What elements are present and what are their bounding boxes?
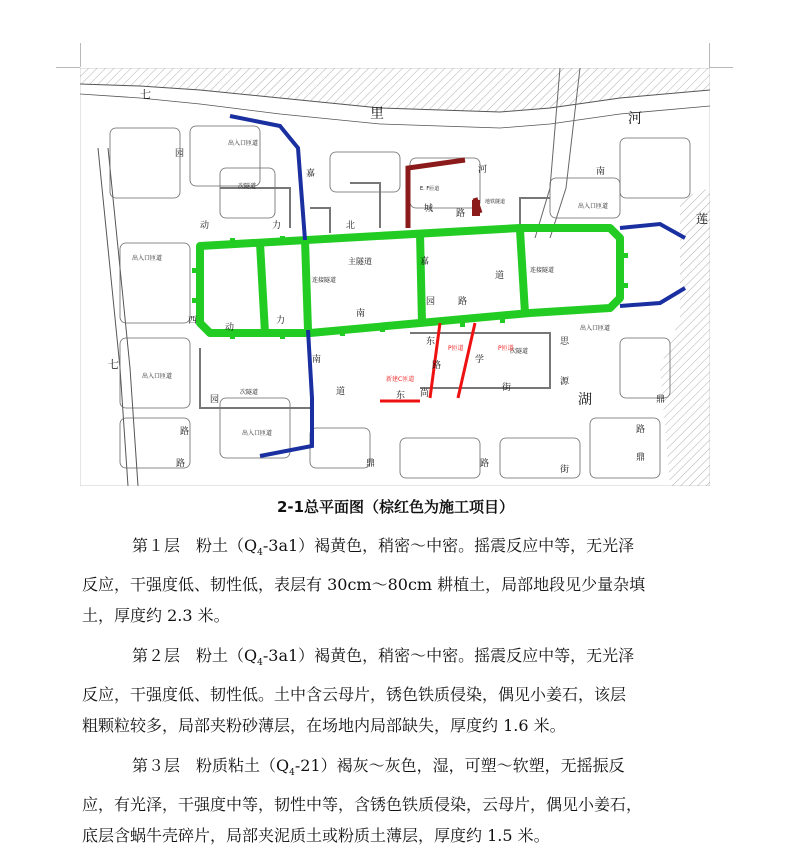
street-char: 街 bbox=[560, 465, 570, 475]
street-char: 思 bbox=[560, 337, 570, 347]
line: 粗颗粒较多，局部夹粉砂薄层，在场地内局部缺失，厚度约 1.6 米。 bbox=[82, 716, 566, 736]
street-char: 园 bbox=[175, 149, 185, 159]
figure-caption: 2-1总平面图（棕红色为施工项目） bbox=[276, 498, 515, 516]
subscript: 4 bbox=[289, 768, 295, 779]
street-char: 力 bbox=[272, 221, 282, 231]
street-char: 道 bbox=[495, 271, 505, 281]
label-main-tunnel: 主隧道 bbox=[348, 257, 372, 266]
street-char: 路 bbox=[458, 297, 468, 307]
label-li: 里 bbox=[370, 106, 384, 122]
street-char: 园 bbox=[426, 297, 436, 307]
street-char: 东 bbox=[426, 337, 436, 347]
street-char: 西 bbox=[188, 316, 198, 326]
street-char: 路 bbox=[176, 459, 186, 469]
label-sub-tunnel2: 次隧道 bbox=[240, 389, 259, 396]
street-char: 东 bbox=[396, 391, 406, 401]
street-char: 南 bbox=[312, 355, 322, 365]
line: 第２层 粉土（Q bbox=[132, 646, 258, 665]
line: 反应，干强度低、韧性低，表层有 30cm～80cm 耕植土，局部地段见少量杂填 bbox=[82, 575, 646, 595]
line: 土，厚度约 2.3 米。 bbox=[82, 606, 230, 626]
street-char: 源 bbox=[560, 377, 570, 387]
label-ef-ramp: E. F匝道 bbox=[420, 186, 440, 192]
street-char: 鼎 bbox=[656, 395, 666, 405]
crop-mark bbox=[80, 43, 81, 67]
street-char: 路 bbox=[432, 361, 442, 371]
line: -21）褐灰～灰色，湿，可塑～软塑，无摇振反 bbox=[294, 756, 625, 775]
label-connect-tunnel2: 连接隧道 bbox=[530, 267, 555, 274]
crop-mark bbox=[709, 67, 733, 68]
street-char: 道 bbox=[336, 387, 346, 397]
site-plan-figure bbox=[80, 68, 710, 486]
street-char: 动 bbox=[225, 323, 235, 333]
label-tiny: 地铁隧道 bbox=[485, 199, 506, 205]
street-char: 嘉 bbox=[420, 257, 430, 267]
street-char: 街 bbox=[502, 383, 512, 393]
street-char: 路 bbox=[636, 425, 646, 435]
crop-mark bbox=[709, 43, 710, 67]
subscript: 4 bbox=[257, 658, 263, 669]
label-sub-tunnel3: 次隧道 bbox=[510, 348, 529, 355]
label-qi2: 七 bbox=[108, 358, 119, 371]
label-ramp1: 出入口匝道 bbox=[228, 140, 259, 147]
street-char: 北 bbox=[346, 221, 356, 231]
street-char: 鼎 bbox=[636, 453, 646, 463]
line: 反应，干强度低、韧性低。土中含云母片，锈色铁质侵染，偶见小姜石，该层 bbox=[82, 685, 627, 705]
street-char: 城 bbox=[424, 204, 434, 214]
label-ramp6: 出入口匝道 bbox=[580, 325, 611, 332]
label-red-small: 新建C匝道 bbox=[386, 376, 415, 383]
paragraph-layer-3 bbox=[82, 750, 710, 851]
label-connect-tunnel: 连接隧道 bbox=[312, 277, 337, 284]
label-ramp3: 出入口匝道 bbox=[142, 373, 173, 380]
label-hu: 湖 bbox=[578, 392, 592, 408]
street-char: 河 bbox=[478, 165, 488, 175]
street-char: 莲 bbox=[696, 212, 709, 226]
label-qi: 七 bbox=[140, 88, 151, 101]
street-char: 园 bbox=[210, 395, 220, 405]
line: 第３层 粉质粘土（Q bbox=[132, 756, 290, 775]
line: -3a1）褐黄色，稍密～中密。摇震反应中等，无光泽 bbox=[262, 646, 635, 665]
street-char: 路 bbox=[456, 209, 466, 219]
paragraph-layer-1 bbox=[82, 530, 710, 631]
label-ramp2: 出入口匝道 bbox=[132, 255, 163, 262]
street-char: 路 bbox=[180, 427, 190, 437]
street-char: 动 bbox=[200, 221, 210, 231]
paragraph-layer-2 bbox=[82, 640, 710, 741]
street-char: 鼎 bbox=[366, 459, 376, 469]
street-char: 南 bbox=[356, 309, 366, 319]
crop-mark bbox=[56, 67, 80, 68]
label-p1: P匝道 bbox=[448, 345, 464, 352]
line: 底层含蜗牛壳碎片，局部夹泥质土或粉质土薄层，厚度约 1.5 米。 bbox=[82, 826, 550, 846]
street-char: 力 bbox=[276, 316, 286, 326]
label-sub-tunnel: 次隧道 bbox=[238, 183, 257, 190]
label-p2: P匝道 bbox=[498, 345, 514, 352]
street-char: 嘉 bbox=[306, 169, 316, 179]
label-ramp5: 出入口匝道 bbox=[578, 203, 609, 210]
label-ramp4: 出入口匝道 bbox=[242, 430, 273, 437]
label-he: 河 bbox=[628, 111, 642, 127]
line: 第１层 粉土（Q bbox=[132, 536, 258, 555]
street-char: 南 bbox=[596, 167, 606, 177]
line: 应，有光泽，干强度中等，韧性中等，含锈色铁质侵染，云母片，偶见小姜石， bbox=[82, 795, 643, 815]
street-char: 学 bbox=[475, 355, 485, 365]
street-char: 路 bbox=[480, 459, 490, 469]
subscript: 4 bbox=[257, 548, 263, 559]
street-char: 尚 bbox=[420, 389, 430, 399]
line: -3a1）褐黄色，稍密～中密。摇震反应中等，无光泽 bbox=[262, 536, 635, 555]
